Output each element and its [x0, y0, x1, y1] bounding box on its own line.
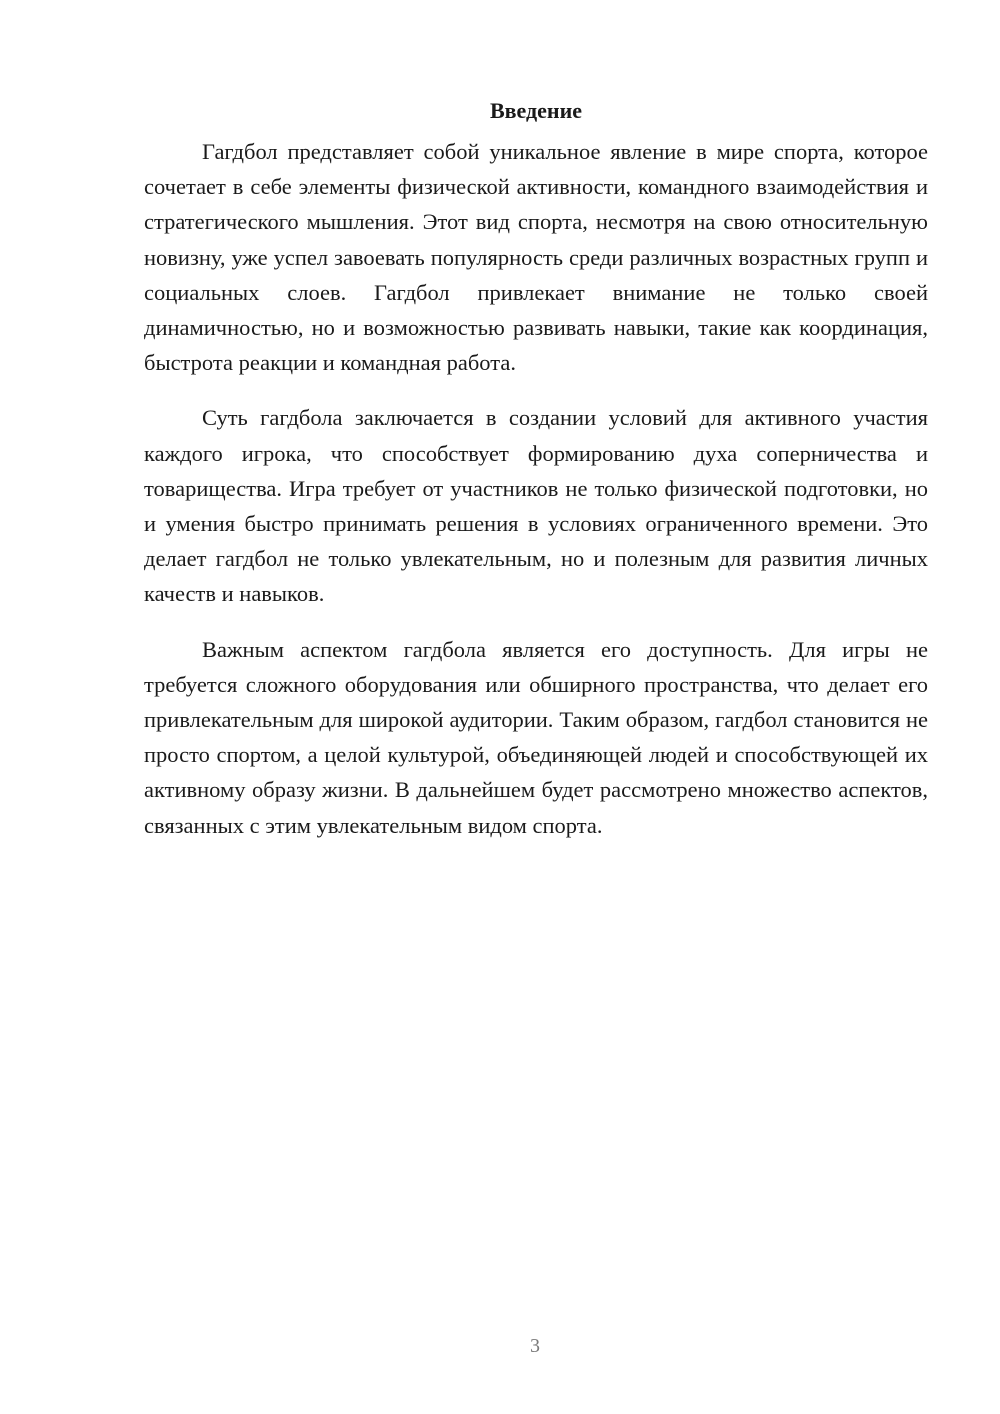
paragraph-2: Суть гагдбола заключается в создании условий для активного участия каждого игрока, что способствует формированию духа соперничества и товарищества. Игра требует от участников не только физической подготовки, но и умения быстро принимать решения в условиях ограниченного времени. Это делает гагдбол не только увлекательным, но и полезным для развития личных качеств и навыков.	[144, 405, 928, 607]
page-number: 3	[530, 1335, 540, 1357]
paragraph-3: Важным аспектом гагдбола является его доступность. Для игры не требуется сложного оборудования или обширного пространства, что делает его привлекательным для широкой аудитории. Таким образом, гагдбол становится не просто спортом, а целой культурой, объединяющей людей и способствующей их активному образу жизни. В дальнейшем будет рассмотрено множество аспектов, связанных с этим увлекательным видом спорта.	[144, 636, 928, 838]
page-content	[144, 94, 928, 863]
paragraph-1: Гагдбол представляет собой уникальное явление в мире спорта, которое сочетает в себе элементы физической активности, командного взаимодействия и стратегического мышления. Этот вид спорта, несмотря на свою относительную новизну, уже успел завоевать популярность среди различных возрастных групп и социальных слоев. Гагдбол привлекает внимание не только своей динамичностью, но и возможностью развивать навыки, такие как координация, быстрота реакции и командная работа.	[144, 139, 928, 376]
section-heading: Введение	[489, 98, 583, 123]
